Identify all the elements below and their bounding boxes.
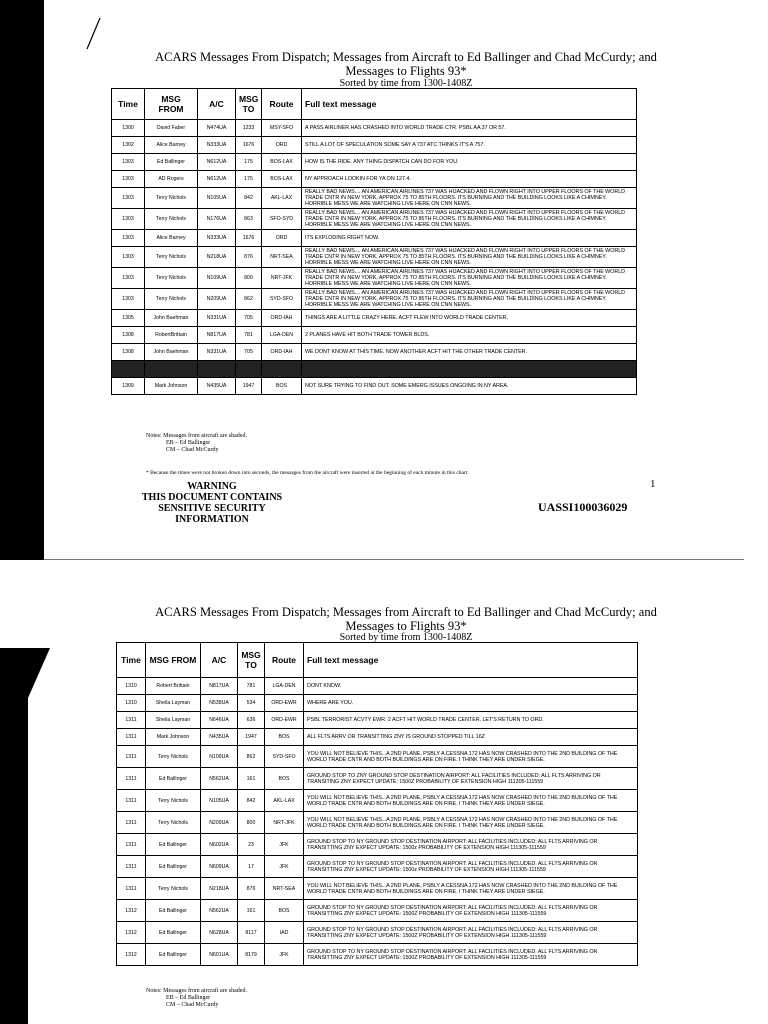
table-cell: 1947 <box>238 729 265 746</box>
table-row <box>117 746 638 768</box>
column-header: Full text message <box>302 89 637 120</box>
table-cell: NRT-JFK <box>265 812 304 834</box>
table-row <box>117 900 638 922</box>
table-cell: Terry Nichols <box>146 746 201 768</box>
table-row <box>117 944 638 966</box>
table-cell: BOS-LAX <box>262 154 302 171</box>
message-text-cell: A PASS AIRLINER HAS CRASHED INTO WORLD TRADE CTR. PSBL AA 37 OR 57. <box>302 120 637 137</box>
table-cell: 1312 <box>117 944 146 966</box>
page-subtitle: Sorted by time from 1300-1408Z <box>339 632 473 643</box>
table-cell: BOS <box>265 900 304 922</box>
message-text-cell: GROUND STOP TO NY GROUND STOP DESTINATION AIRPORT: ALL FACILITIES INCLUDED: ALL FLTS ARRIVING OR TRANSITTING ZNY EXPECT UPDATE: 1500z PROBABILITY OF EXTENSION HIGH 111305-111559 <box>304 856 638 878</box>
table-cell: N218UA <box>201 878 238 900</box>
table-cell: N817UA <box>198 327 236 344</box>
table-cell: 1303 <box>112 247 145 268</box>
table-cell: N602UA <box>201 834 238 856</box>
table-cell: 17 <box>238 856 265 878</box>
table-cell: Terry Nichols <box>146 812 201 834</box>
column-header: Full text message <box>304 643 638 678</box>
column-header: Route <box>265 643 304 678</box>
table-cell: 800 <box>238 812 265 834</box>
message-text-cell: YOU WILL NOT BELIEVE THIS...A 2ND PLANE, PSBLY A CESSNA 172 HAS NOW CRASHED INTO THE 2ND BUILDING OF THE WORLD TRADE CNTR AND BOTH BUILDINGS ARE ON FIRE. I THINK THEY ARE UNDER SIEGE. <box>304 790 638 812</box>
table-cell: 1303 <box>112 154 145 171</box>
page-title: ACARS Messages From Dispatch; Messages from Aircraft to Ed Ballinger and Chad McCurdy; and Messages to Flights 93* <box>155 605 657 633</box>
table-cell: 534 <box>238 695 265 712</box>
table-cell: LGA-DEN <box>265 678 304 695</box>
table-cell: N562UA <box>201 768 238 790</box>
table-cell: 636 <box>238 712 265 729</box>
message-text-cell: GROUND STOP TO NY GROUND STOP DESTINATION AIRPORT: ALL FACILITIES INCLUDED: ALL FLTS ARRIVING OR TRANSITTING ZNY EXPECT UPDATE: 1500z PROBABILITY OF EXTENSION HIGH 111305-111559 <box>304 834 638 856</box>
table-cell: BOS <box>265 768 304 790</box>
table-cell: 862 <box>236 289 262 310</box>
table-cell: N601UA <box>201 944 238 966</box>
table-cell: N435UA <box>201 729 238 746</box>
table-cell: N331UA <box>198 344 236 361</box>
table-cell: 1311 <box>117 812 146 834</box>
table-cell: ORD-IAH <box>262 344 302 361</box>
table-row <box>117 812 638 834</box>
table-cell: 842 <box>236 188 262 209</box>
message-text-cell: THINGS ARE A LITTLE CRAZY HERE. ACFT FLEW INTO WORLD TRADE CENTER. <box>302 310 637 327</box>
column-header: A/C <box>198 89 236 120</box>
table-cell: 1303 <box>112 230 145 247</box>
table-cell: N109UA <box>198 268 236 289</box>
table-cell: Terry Nichols <box>145 209 198 230</box>
table-cell: AD Rogers <box>145 171 198 188</box>
notes <box>146 988 247 1009</box>
table-cell: 800 <box>236 268 262 289</box>
column-header: MSG TO <box>238 643 265 678</box>
table-cell: Ed Ballinger <box>145 154 198 171</box>
table-cell: 161 <box>238 900 265 922</box>
table-cell: 863 <box>236 209 262 230</box>
table-cell: 1303 <box>112 188 145 209</box>
table-cell: ORD-IAH <box>262 310 302 327</box>
table-cell: N176UA <box>198 209 236 230</box>
table-cell: MSY-SFO <box>262 120 302 137</box>
column-header: A/C <box>201 643 238 678</box>
table-cell: N435UA <box>198 378 236 395</box>
message-text-cell: WE DONT KNOW AT THIS TIME. NOW ANOTHER ACFT HIT THE OTHER TRADE CENTER. <box>302 344 637 361</box>
table-cell: JFK <box>265 856 304 878</box>
table-cell: 1947 <box>236 378 262 395</box>
table-cell: 1311 <box>117 856 146 878</box>
table-cell: 23 <box>238 834 265 856</box>
table-cell: Mark Johnson <box>145 378 198 395</box>
table-cell: BOS <box>265 729 304 746</box>
table-cell: Terry Nichols <box>145 268 198 289</box>
table-cell: Robert Brittain <box>146 678 201 695</box>
table-header-row <box>117 643 638 678</box>
message-text-cell: WHERE ARE YOU. <box>304 695 638 712</box>
column-header: Time <box>117 643 146 678</box>
table-cell: 1308 <box>112 327 145 344</box>
table-cell: N218UA <box>198 247 236 268</box>
message-text-cell: 2 PLANES HAVE HIT BOTH TRADE TOWER BLDS. <box>302 327 637 344</box>
table-cell: John Baehman <box>145 344 198 361</box>
message-text-cell: PSBL TERRORIST ACVTY EWR. 2 ACFT HIT WORLD TRADE CENTER. LET'S RETURN TO ORD. <box>304 712 638 729</box>
table-cell: 781 <box>238 678 265 695</box>
table-cell: 1312 <box>117 900 146 922</box>
notes-line: CM – Chad McCurdy <box>166 447 219 453</box>
table-cell: SYD-SFO <box>262 289 302 310</box>
column-header: MSG FROM <box>145 89 198 120</box>
message-text-cell: REALLY BAD NEWS.... AN AMERICAN AIRLINES 737 WAS HIJACKED AND FLOWN RIGHT INTO UPPER FLOORS OF THE WORLD TRADE CNTR IN NEW YORK, APPROX 75 TO 85TH FLOORS. ITS BURNING AND THE BUILDING LOOKS LIKE A CHIMNEY. HORRIBLE MESS WE ARE WATCHING LIVE HERE ON CNN NEWS. <box>302 247 637 268</box>
table-cell: 1233 <box>236 120 262 137</box>
table-cell: N817UA <box>201 678 238 695</box>
message-text-cell: YOU WILL NOT BELIEVE THIS...A 2ND PLANE, PSBLY A CESSNA 172 HAS NOW CRASHED INTO THE 2ND BUILDING OF THE WORLD TRADE CNTR AND BOTH BUILDINGS ARE ON FIRE. I THINK THEY ARE UNDER SIEGE. <box>304 878 638 900</box>
message-text-cell: GROUND STOP TO NY GROUND STOP DESTINATION AIRPORT: ALL FACILITIES INCLUDED: ALL FLTS ARRIVING OR TRANSITTING ZNY EXPECT UPDATE: 1500Z PROBABILITY OF EXTENSION HIGH 111305-111559 <box>304 900 638 922</box>
table-row <box>117 878 638 900</box>
table-cell: 876 <box>236 247 262 268</box>
table-cell: LGA-DEN <box>262 327 302 344</box>
table-cell: 1303 <box>112 171 145 188</box>
table-cell: Ed Ballinger <box>146 922 201 944</box>
table-cell: Alice Barney <box>145 137 198 154</box>
message-text-cell: ITS EXPLODING RIGHT NOW. <box>302 230 637 247</box>
column-header: Route <box>262 89 302 120</box>
table-cell: 1312 <box>117 922 146 944</box>
acars-messages-table <box>116 642 638 966</box>
table-cell: N209UA <box>198 289 236 310</box>
notes-line: Notes: Messages from aircraft are shaded. <box>146 988 247 994</box>
table-cell: N474UA <box>198 120 236 137</box>
table-cell: 1311 <box>117 790 146 812</box>
table-cell: Ed Ballinger <box>146 900 201 922</box>
table-cell: BOS <box>262 378 302 395</box>
table-cell: SFO-SYD <box>262 209 302 230</box>
column-header: MSG FROM <box>146 643 201 678</box>
message-text-cell: GROUND STOP TO ZNY GROUND STOP DESTINATION AIRPORT: ALL FACILITIES INCLUDED: ALL FLTS ARRIVING OR TRANSITING ZNY EXPECT UPDATE: 1500Z PROBABILITY OF EXTENSION HIGH 111305-111559 <box>304 768 638 790</box>
table-cell: NRT-JFK <box>262 268 302 289</box>
table-cell: ORD <box>262 137 302 154</box>
table-cell: ORD-EWR <box>265 712 304 729</box>
table-cell: N562UA <box>201 900 238 922</box>
table-cell: 842 <box>238 790 265 812</box>
table-row <box>117 768 638 790</box>
table-cell: 1311 <box>117 834 146 856</box>
table-cell: Sheila Layman <box>146 712 201 729</box>
table-cell: Terry Nichols <box>146 790 201 812</box>
table-cell: N333UA <box>198 230 236 247</box>
table-cell: N628UA <box>201 922 238 944</box>
table-row <box>117 834 638 856</box>
table-cell: 705 <box>236 310 262 327</box>
table-cell: 161 <box>238 768 265 790</box>
table-cell: N609UA <box>201 856 238 878</box>
table-cell: JFK <box>265 834 304 856</box>
table-cell: N612UA <box>198 154 236 171</box>
message-text-cell: GROUND STOP TO NY GROUND STOP DESTINATION AIRPORT: ALL FACILITIES INCLUDED: ALL FLTS ARRIVING OR TRANSITTING ZNY EXPECT UPDATE: 1500Z PROBABILITY OF EXTENSION HIGH 111305-111559 <box>304 944 638 966</box>
column-header: Time <box>112 89 145 120</box>
table-cell: 1676 <box>236 137 262 154</box>
message-text-cell: NOT SURE TRYING TO FIND OUT. SOME EMERG ISSUES ONGOING IN NY AREA. <box>302 378 637 395</box>
table-cell: N105UA <box>201 790 238 812</box>
message-text-cell: GROUND STOP TO NY GROUND STOP DESTINATION AIRPORT: ALL FACILITIES INCLUDED: ALL FLTS ARRIVING OR TRANSITTING ZNY EXPECT UPDATE: 1500Z PROBABILITY OF EXTENSION HIGH 111305-111559 <box>304 922 638 944</box>
table-cell: N612UA <box>198 171 236 188</box>
table-cell: 1311 <box>117 729 146 746</box>
table-cell: 1676 <box>236 230 262 247</box>
table-cell: 1300 <box>112 120 145 137</box>
table-cell: Mark Johnson <box>146 729 201 746</box>
message-text-cell: STILL A LOT OF SPECULATION SOME SAY A 737 ATC THINKS IT'S A 757. <box>302 137 637 154</box>
table-row <box>117 678 638 695</box>
table-cell: David Faber <box>145 120 198 137</box>
table-cell: 1310 <box>117 678 146 695</box>
table-row <box>117 729 638 746</box>
message-text-cell: HOW IS THE RIDE. ANY THING DISPATCH CAN DO FOR YOU. <box>302 154 637 171</box>
table-cell: AKL-LAX <box>265 790 304 812</box>
table-cell: 8179 <box>238 944 265 966</box>
table-cell: ORD-EWR <box>265 695 304 712</box>
message-text-cell: NY APPROACH LOOKIN FOR YA ON 127.4. <box>302 171 637 188</box>
table-cell: Terry Nichols <box>145 247 198 268</box>
table-row <box>117 695 638 712</box>
table-cell: 1311 <box>117 878 146 900</box>
table-cell: Terry Nichols <box>146 878 201 900</box>
notes-line: EB – Ed Ballinger <box>166 995 211 1001</box>
table-cell: 1311 <box>117 712 146 729</box>
table-cell: IAD <box>265 922 304 944</box>
table-cell: Sheila Layman <box>146 695 201 712</box>
table-cell: 8117 <box>238 922 265 944</box>
table-cell: 1311 <box>117 768 146 790</box>
message-text-cell: REALLY BAD NEWS.... AN AMERICAN AIRLINES 737 WAS HIJACKED AND FLOWN RIGHT INTO UPPER FLOORS OF THE WORLD TRADE CNTR IN NEW YORK, APPROX 75 TO 85TH FLOORS. ITS BURNING AND THE BUILDING LOOKS LIKE A CHIMNEY. HORRIBLE MESS WE ARE WATCHING LIVE HERE ON CNN NEWS. <box>302 289 637 310</box>
table-cell: Ed Ballinger <box>146 834 201 856</box>
message-text-cell: REALLY BAD NEWS.... AN AMERICAN AIRLINES 737 WAS HIJACKED AND FLOWN RIGHT INTO UPPER FLOORS OF THE WORLD TRADE CNTR IN NEW YORK, APPROX 75 TO 85TH FLOORS. ITS BURNING AND THE BUILDING LOOKS LIKE A CHIMNEY. HORRIBLE MESS WE ARE WATCHING LIVE HERE ON CNN NEWS. <box>302 209 637 230</box>
notes-line: CM – Chad McCurdy <box>166 1002 219 1008</box>
notes-line: Notes: Messages from aircraft are shaded. <box>146 433 247 439</box>
table-cell: 1308 <box>112 344 145 361</box>
table-cell: 876 <box>238 878 265 900</box>
message-text-cell: ALL FLTS ARRV OR TRANSITTING ZNY IS GROUND STOPPED TILL 16Z <box>304 729 638 746</box>
table-cell: BOS-LAX <box>262 171 302 188</box>
table-cell: SYD-SFO <box>265 746 304 768</box>
table-cell: 862 <box>238 746 265 768</box>
warning-line: SENSITIVE SECURITY <box>158 503 266 514</box>
table-row <box>117 790 638 812</box>
page-subtitle: Sorted by time from 1300-1408Z <box>339 78 473 89</box>
page-title: ACARS Messages From Dispatch; Messages from Aircraft to Ed Ballinger and Chad McCurdy; and Messages to Flights 93* <box>155 50 657 78</box>
table-cell: 1303 <box>112 289 145 310</box>
table-row <box>117 856 638 878</box>
table-cell: N209UA <box>201 812 238 834</box>
table-cell: Ed Ballinger <box>146 944 201 966</box>
table-cell: Terry Nichols <box>145 188 198 209</box>
table-cell: NRT-SEA <box>262 247 302 268</box>
table-cell: RobertBrittain <box>145 327 198 344</box>
table-cell: Terry Nichols <box>145 289 198 310</box>
table-cell: 781 <box>236 327 262 344</box>
table-cell: N646UA <box>201 712 238 729</box>
notes-line: EB – Ed Ballinger <box>166 440 211 446</box>
warning-line: WARNING <box>187 481 237 492</box>
table-row <box>117 922 638 944</box>
document-id: UASSI100036029 <box>538 500 628 514</box>
table-cell: Ed Ballinger <box>146 856 201 878</box>
table-cell: N105UA <box>198 188 236 209</box>
message-text-cell: YOU WILL NOT BELIEVE THIS...A 2ND PLANE, PSBLY A CESSNA 172 HAS NOW CRASHED INTO THE 2ND BUILDING OF THE WORLD TRADE CNTR AND BOTH BUILDINGS ARE ON FIRE. I THINK THEY ARE UNDER SIEGE. <box>304 746 638 768</box>
table-cell: 1311 <box>117 746 146 768</box>
table-cell: 175 <box>236 171 262 188</box>
table-cell: JFK <box>265 944 304 966</box>
warning-line: THIS DOCUMENT CONTAINS <box>141 492 283 503</box>
table-cell: AKL-LAX <box>262 188 302 209</box>
message-text-cell: DONT KNOW. <box>304 678 638 695</box>
warning-line: INFORMATION <box>175 514 249 525</box>
table-cell: 1302 <box>112 137 145 154</box>
table-cell: 1309 <box>112 378 145 395</box>
table-cell: N109UA <box>201 746 238 768</box>
table-cell: ORD <box>262 230 302 247</box>
page-number: 1 <box>650 478 656 490</box>
table-row <box>117 712 638 729</box>
table-cell: 1303 <box>112 268 145 289</box>
table-cell: 1303 <box>112 209 145 230</box>
table-cell: Ed Ballinger <box>146 768 201 790</box>
table-cell: John Baehman <box>145 310 198 327</box>
table-cell: Alice Barney <box>145 230 198 247</box>
message-text-cell: REALLY BAD NEWS.... AN AMERICAN AIRLINES 737 WAS HIJACKED AND FLOWN RIGHT INTO UPPER FLOORS OF THE WORLD TRADE CNTR IN NEW YORK, APPROX 75 TO 85TH FLOORS. ITS BURNING AND THE BUILDING LOOKS LIKE A CHIMNEY. HORRIBLE MESS WE ARE WATCHING LIVE HERE ON CNN NEWS. <box>302 188 637 209</box>
table-cell: N333UA <box>198 137 236 154</box>
message-text-cell: REALLY BAD NEWS.... AN AMERICAN AIRLINES 737 WAS HIJACKED AND FLOWN RIGHT INTO UPPER FLOORS OF THE WORLD TRADE CNTR IN NEW YORK, APPROX 75 TO 85TH FLOORS. ITS BURNING AND THE BUILDING LOOKS LIKE A CHIMNEY. HORRIBLE MESS WE ARE WATCHING LIVE HERE ON CNN NEWS. <box>302 268 637 289</box>
table-cell: N538UA <box>201 695 238 712</box>
message-text-cell: YOU WILL NOT BELIEVE THIS...A 2ND PLANE, PSBLY A CESSNA 172 HAS NOW CRASHED INTO THE 2ND BUILDING OF THE WORLD TRADE CNTR AND BOTH BUILDINGS ARE ON FIRE. I THINK THEY ARE UNDER SIEGE. <box>304 812 638 834</box>
column-header: MSG TO <box>236 89 262 120</box>
table-cell: NRT-SEA <box>265 878 304 900</box>
table-cell: 175 <box>236 154 262 171</box>
table-cell: 705 <box>236 344 262 361</box>
footnote: * Because the times were not broken down into seconds, the messages from the aircraft were inserted at the beginning of each minute in this chart. <box>146 470 469 476</box>
table-cell: 1310 <box>117 695 146 712</box>
table-cell: N331UA <box>198 310 236 327</box>
table-cell: 1305 <box>112 310 145 327</box>
